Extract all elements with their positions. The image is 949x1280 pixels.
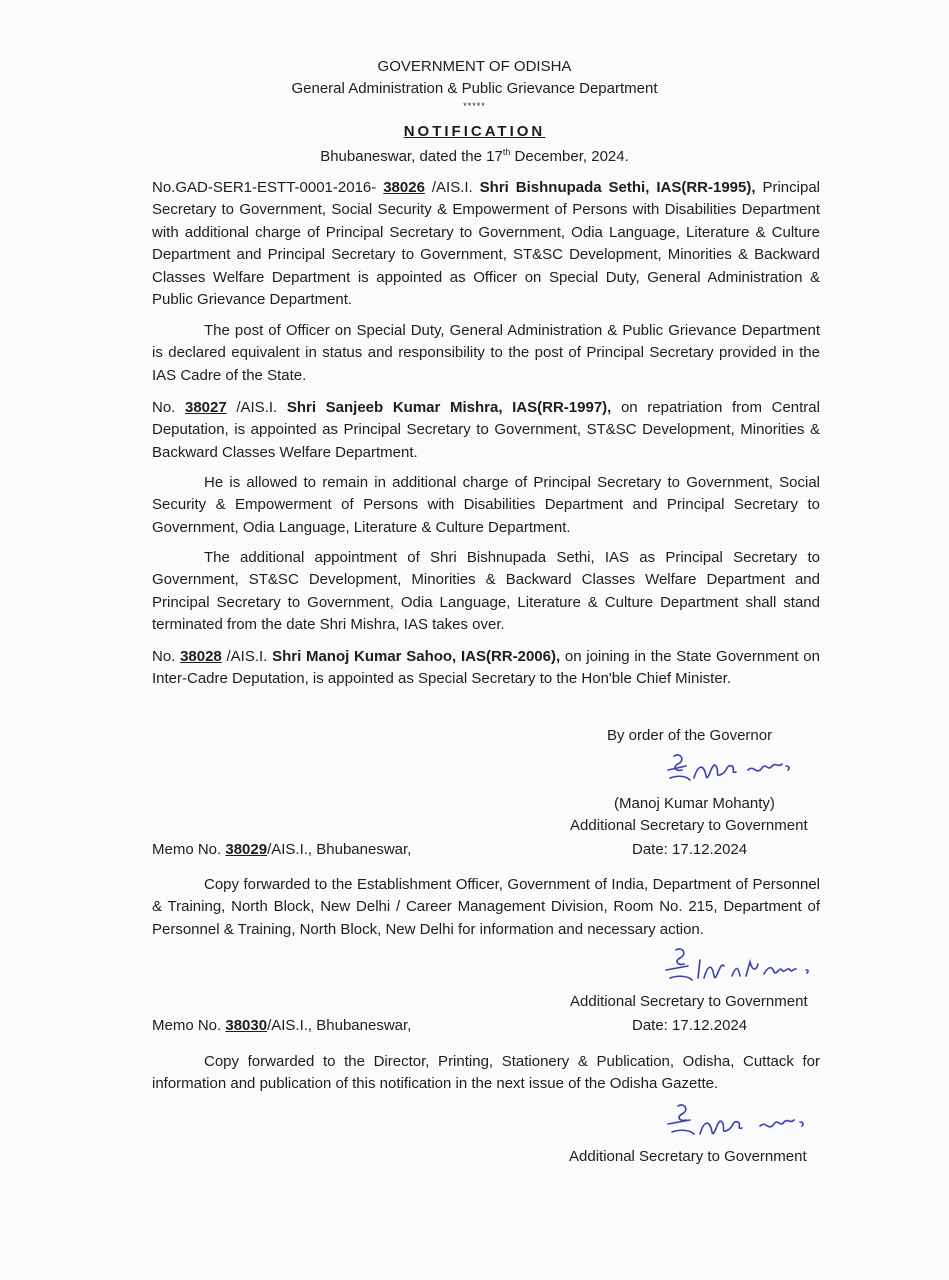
memo-number-38029: 38029 <box>225 841 268 858</box>
order-paragraph-5: The additional appointment of Shri Bishnupada Sethi, IAS as Principal Secretary to Government, ST&SC Development, Minorities & Backward Classes Welfare Department and Principal Secretary to Government, Odia Language, Literature & Culture Department shall stand terminated from the date Shri Mishra, IAS takes over. <box>152 549 820 634</box>
memo-body: Copy forwarded to the Establishment Officer, Government of India, Department of Personnel & Training, North Block, New Delhi / Career Management Division, Room No. 215, Department of Personnel & Training, North Block, New Delhi for information and necessary action. <box>152 876 820 938</box>
order-paragraph-6: No. 38028 /AIS.I. Shri Manoj Kumar Sahoo, IAS(RR-2006), on joining in the State Government on Inter-Cadre Deputation, is appointed as Special Secretary to the Hon'ble Chief Minister. <box>152 648 820 688</box>
memo-number-line: Memo No. 38029/AIS.I., Bhubaneswar, <box>152 841 412 858</box>
order-number-38026: 38026 <box>383 179 425 196</box>
memo-designation: Additional Secretary to Government <box>569 1148 807 1165</box>
order-paragraph-2: The post of Officer on Special Duty, General Administration & Public Grievance Department is declared equivalent in status and responsibility to the post of Principal Secretary provided in the IAS Cadre of the State. <box>152 322 820 384</box>
memo-date: Date: 17.12.2024 <box>632 841 748 858</box>
memo-number-line: Memo No. 38030/AIS.I., Bhubaneswar, <box>152 1017 412 1034</box>
officer-name: Shri Bishnupada Sethi, IAS(RR-1995), <box>479 179 756 196</box>
department-heading: General Administration & Public Grievance Department <box>291 80 658 97</box>
by-order-line: By order of the Governor <box>607 727 773 744</box>
separator-stars: ***** <box>463 101 486 111</box>
handwritten-signature-icon <box>660 944 835 994</box>
notification-title: NOTIFICATION <box>403 123 546 140</box>
order-number-38028: 38028 <box>180 648 222 665</box>
memo-body: Copy forwarded to the Director, Printing, Stationery & Publication, Odisha, Cuttack for information and publication of this notification in the next issue of the Odisha Gazette. <box>152 1053 820 1093</box>
signatory-name: (Manoj Kumar Mohanty) <box>614 795 775 812</box>
memo-date: Date: 17.12.2024 <box>632 1017 748 1034</box>
order-paragraph-3: No. 38027 /AIS.I. Shri Sanjeeb Kumar Mishra, IAS(RR-1997), on repatriation from Central Deputation, is appointed as Principal Secretary to Government, ST&SC Development, Minorities & Backward Classes Welfare Department. <box>152 399 820 461</box>
officer-name: Shri Manoj Kumar Sahoo, IAS(RR-2006), <box>272 648 561 665</box>
govt-heading: GOVERNMENT OF ODISHA <box>377 58 572 75</box>
memo-designation: Additional Secretary to Government <box>570 993 808 1010</box>
handwritten-signature-icon <box>660 748 835 798</box>
signatory-designation: Additional Secretary to Government <box>570 817 808 834</box>
dated-line: Bhubaneswar, dated the 17th December, 2024. <box>320 147 629 165</box>
handwritten-signature-icon <box>660 1100 835 1150</box>
order-paragraph-4: He is allowed to remain in additional charge of Principal Secretary to Government, Social Security & Empowerment of Persons with Disabilities Department and Principal Secretary to Government, Odia Language, Literature & Culture Department. <box>152 474 820 536</box>
order-number-38027: 38027 <box>184 399 227 416</box>
memo-number-38030: 38030 <box>225 1017 268 1034</box>
order-paragraph-1: No.GAD-SER1-ESTT-0001-2016- 38026 /AIS.I. Shri Bishnupada Sethi, IAS(RR-1995), Principal Secretary to Government, Social Security & Empowerment of Persons with Disabilities Department with additional charge of Principal Secretary to Government, Odia Language, Literature & Culture Department and Principal Secretary to Government, ST&SC Development, Minorities & Backward Classes Welfare Department is appointed as Officer on Special Duty, General Administration & Public Grievance Department. <box>152 179 820 309</box>
officer-name: Shri Sanjeeb Kumar Mishra, IAS(RR-1997), <box>286 399 612 416</box>
